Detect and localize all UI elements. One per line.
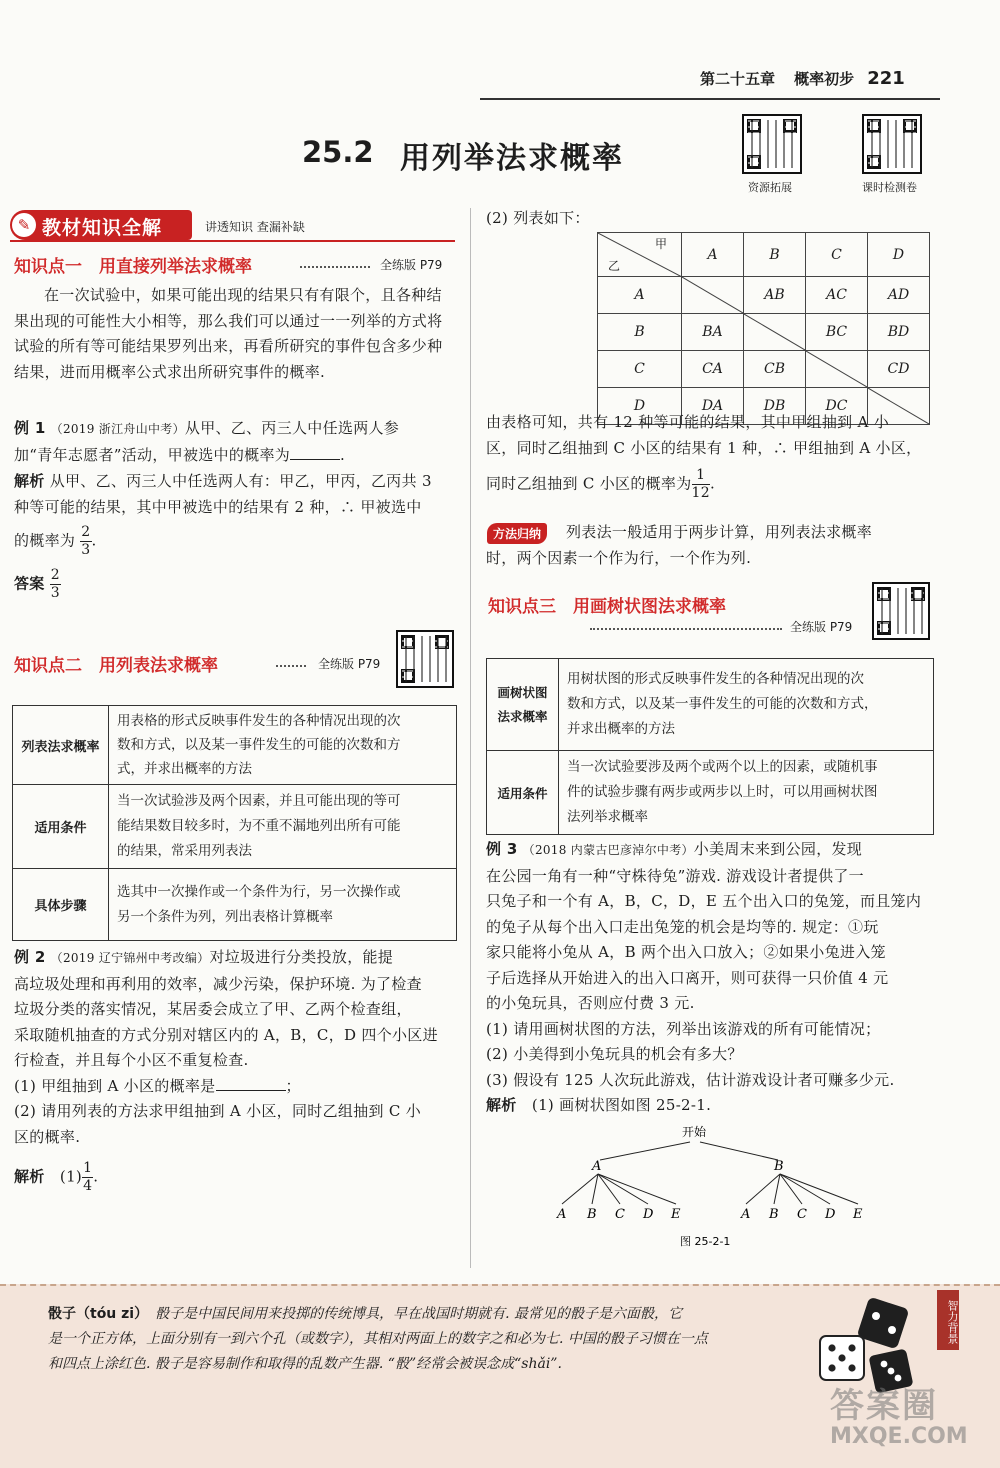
kp3-line: 数和方式，以及某一事件发生的可能的次数和方式， (567, 696, 878, 712)
outcome-cell: DC (806, 388, 868, 425)
ex1-frac-num: 2 (81, 524, 91, 540)
kp2-head: 适用条件 (13, 785, 109, 869)
ex2-q2a: (2) 请用列表的方法求甲组抽到 A 小区，同时乙组抽到 C 小 (14, 1102, 421, 1120)
qr-caption-resources: 资源拓展 (748, 181, 792, 194)
die-white (820, 1336, 864, 1380)
kp2-line: 数和方式，以及某一事件发生的可能的次数和方 (117, 737, 401, 753)
tree-diagram (540, 1120, 900, 1250)
ex1-label: 例 1 (14, 419, 46, 437)
tree-node-B: B (774, 1159, 784, 1174)
watermark-url: MXQE.COM (830, 1424, 968, 1449)
ex2-sol1-prefix: (1) (59, 1167, 83, 1186)
ex1-frac-den: 3 (81, 542, 91, 558)
outcome-corner (598, 233, 682, 277)
ex2-frac-num: 1 (83, 1160, 93, 1176)
kp2-line: 选其中一次操作或一个条件为行，另一次操作或 (117, 883, 401, 900)
corner-bottom-label: 乙 (608, 259, 621, 273)
outcome-cell: AC (806, 277, 868, 314)
kp1-title: 知识点一 用直接列举法求概率 (14, 257, 252, 277)
ex3-line: 在公园一角有一种“守株待兔”游戏. 游戏设计者提供了一 (486, 866, 864, 885)
footer-side-tag-text: 智力背景 (946, 1299, 959, 1344)
outcome-cell: CB (744, 351, 806, 388)
col-head: C (806, 233, 868, 277)
ex3-sol-label: 解析 (486, 1096, 517, 1114)
ex1-answer-blank (290, 459, 340, 460)
banner-title: 教材知识全解 (42, 217, 163, 239)
kp2-cell (109, 785, 457, 869)
ex3-line: 的兔子从每个出入口走出兔笼的机会是均等的. 规定：①玩 (486, 917, 879, 936)
watermark-logo: 答案圈 (830, 1386, 938, 1426)
ex1-sol-label: 解析 (14, 472, 45, 490)
outcome-cell-diagonal (744, 314, 806, 351)
kp3-table (486, 658, 934, 835)
ex1-fraction (80, 524, 91, 559)
example-1: 例 1 （2019 浙江舟山中考）从甲、乙、丙三人中任选两人参 加“青年志愿者”活动，甲被选中的概率为 . 解析 从甲、乙、丙三人中任选两人有：甲乙，甲丙，乙丙共 3 种等可能的结果，其中甲被选中的结果有 2 种，∴ 甲被选中 的概率为 $\frac{2}{3}$ . 答案 $\frac{2}{3}$ (14, 416, 462, 602)
ex2-line: 垃圾分类的落实情况，某居委会成立了甲、乙两个检查组， (14, 1000, 412, 1018)
outcome-cell: BA (682, 314, 744, 351)
row-head: B (598, 314, 682, 351)
ex1-sol2: 种等可能的结果，其中甲被选中的结果有 2 种，∴ 甲被选中 (14, 497, 422, 516)
outcome-cell: DB (744, 388, 806, 425)
column-divider (470, 208, 471, 1268)
tree-leaf: B (769, 1207, 779, 1222)
kp2-line: 当一次试验涉及两个因素，并且可能出现的等可 (117, 793, 401, 809)
kp3-line: 用树状图的形式反映事件发生的各种情况出现的次 (567, 671, 864, 687)
qr-code-quiz[interactable] (862, 114, 922, 174)
outcome-cell: BC (806, 314, 868, 351)
kp3-line: 当一次试验要涉及两个或两个以上的因素，或随机事 (567, 759, 878, 775)
ex1-q2-end: . (340, 445, 346, 464)
footer-line1: 骰子是中国民间用来投掷的传统博具，早在战国时期就有. 最常见的骰子是六面骰，它 (155, 1306, 683, 1322)
ex2-frac-den: 4 (83, 1178, 93, 1194)
kp3-head (487, 751, 559, 835)
row-head: C (598, 351, 682, 388)
ex3-line: 只兔子和一个有 A，B，C，D，E 五个出入口的兔笼，而且笼内 (486, 892, 922, 910)
kp2-line: 用表格的形式反映事件发生的各种情况出现的次 (117, 713, 401, 729)
ex3-sol1: (1) 画树状图如图 25-2-1. (531, 1096, 712, 1114)
kp2-row (13, 706, 457, 785)
tree-root: 开始 (682, 1125, 707, 1139)
kp3-line: 件的试验步骤有两步或两步以上时，可以用画树状图 (567, 784, 878, 800)
outcome-cell: CA (682, 351, 744, 388)
tree-leaf: B (587, 1207, 597, 1222)
tree-leaf: E (853, 1207, 863, 1222)
tree-leaf: E (671, 1207, 681, 1222)
header-rule (480, 98, 940, 100)
ex1-q1: 从甲、乙、丙三人中任选两人参 (184, 419, 400, 437)
qr-code-kp3[interactable] (872, 582, 930, 640)
kp1-body: 在一次试验中，如果可能出现的结果只有有限个，且各种结果出现的可能性大小相等，那么我们可以通过一一列举的方式将试验的所有等可能结果罗列出来，再看所研究的事件包含多少种结果，进而用概率公式求出所研究事件的概率. (14, 286, 443, 381)
ex3-line: 家只能将小兔从 A，B 两个出入口放入；②如果小兔进入笼 (486, 943, 886, 961)
kp2-head: 具体步骤 (13, 869, 109, 941)
ex3-line: 小美周末来到公园，发现 (693, 840, 863, 858)
kp3-line: 法列举求概率 (567, 809, 648, 825)
ex2-label: 例 2 (14, 948, 46, 966)
ex1-ans-num: 2 (50, 567, 60, 583)
outcome-cell: AD (868, 277, 930, 314)
kp1-ref: 全练版 P79 (380, 258, 443, 272)
ex2-answer-blank (216, 1090, 286, 1091)
table2-after1: 由表格可知，共有 12 种等可能的结果，其中甲组抽到 A 小 (486, 413, 889, 431)
ex2-line: 行检查，并且每个小区不重复检查. (14, 1051, 249, 1069)
table2-frac-den: 12 (691, 485, 710, 501)
ex2-sol-label: 解析 (14, 1167, 45, 1186)
ex3-q2: (2) 小美得到小兔玩具的机会有多大？ (486, 1045, 743, 1063)
table2-conclusion: 由表格可知，共有 12 种等可能的结果，其中甲组抽到 A 小 区，同时乙组抽到 C 小区的结果有 1 种，∴ 甲组抽到 A 小区， 同时乙组抽到 C 小区的概率为 $\frac{1}{12}$ . (486, 410, 934, 502)
ex3-line: 子后选择从开始进入的出入口离开，则可获得一只价值 4 元 (486, 968, 889, 987)
example-3 (486, 837, 936, 1119)
method-text (486, 520, 934, 571)
row-head: D (598, 388, 682, 425)
tree-leaf: A (741, 1207, 751, 1222)
ex3-source: （2018 内蒙古巴彦淖尔中考） (522, 843, 694, 857)
kp3-cell (559, 751, 934, 835)
method-badge: 方法归纳 (487, 523, 547, 544)
kp3-row (487, 751, 934, 835)
footer-line3: 和四点上涂红色. 骰子是容易制作和取得的乱数产生器. “骰”经常会被误念成“shǎi”. (48, 1356, 562, 1372)
outcome-cell: CD (868, 351, 930, 388)
tree-leaf: A (557, 1207, 567, 1222)
kp2-row (13, 785, 457, 869)
kp3-head (487, 659, 559, 751)
ex1-source: （2019 浙江舟山中考） (50, 422, 185, 436)
ex2-q1-end: ； (285, 1076, 301, 1095)
ex3-label: 例 3 (486, 840, 518, 858)
kp3-title: 知识点三 用画树状图法求概率 (488, 597, 726, 617)
kp3-cell (559, 659, 934, 751)
qr-code-resources[interactable] (742, 114, 802, 174)
page-number: 221 (867, 68, 905, 89)
kp3-head2: 法求概率 (497, 708, 548, 724)
ex1-q2: 加“青年志愿者”活动，甲被选中的概率为 (14, 445, 291, 464)
table2-fraction (692, 467, 710, 502)
ex1-answer-label: 答案 (14, 574, 45, 593)
outcome-cell: AB (744, 277, 806, 314)
outcome-cell-diagonal (806, 351, 868, 388)
kp2-dotline (276, 665, 306, 667)
footer-term: 骰子（tóu zi） (48, 1306, 142, 1322)
outcome-cell-diagonal (682, 277, 744, 314)
ex2-source: （2019 辽宁锦州中考改编） (50, 951, 210, 965)
tree-leaf: C (615, 1207, 625, 1222)
ex1-sol1: 从甲、乙、丙三人中任选两人有：甲乙，甲丙，乙丙共 3 (49, 472, 432, 490)
kp2-line: 能结果数目较多时，为不重不漏地列出所有可能 (117, 818, 401, 834)
kp3-line: 并求出概率的方法 (567, 721, 675, 737)
ex1-sol3: 的概率为 (14, 531, 76, 550)
tree-node-A: A (592, 1159, 602, 1174)
col-head: D (868, 233, 930, 277)
table2-after3: 同时乙组抽到 C 小区的概率为 (486, 474, 692, 493)
method-line2: 时，两个因素一个作为行，一个作为列. (486, 548, 752, 567)
outcome-cell: BD (868, 314, 930, 351)
ex3-q1: (1) 请用画树状图的方法，列举出该游戏的所有可能情况； (486, 1019, 881, 1038)
tree-caption: 图 25-2-1 (680, 1235, 731, 1248)
outcome-table (597, 232, 930, 425)
section-title: 用列举法求概率 (400, 141, 624, 176)
footer-side-tag (937, 1290, 959, 1350)
ex2-fraction (82, 1160, 93, 1195)
qr-code-kp2[interactable] (396, 630, 454, 688)
kp3-row (487, 659, 934, 751)
col-head: A (682, 233, 744, 277)
table2-after2: 区，同时乙组抽到 C 小区的结果有 1 种，∴ 甲组抽到 A 小区， (486, 438, 922, 457)
page-header (700, 68, 940, 98)
kp2-ref: 全练版 P79 (318, 657, 381, 671)
ex3-line: 的小兔玩具，否则应付费 3 元. (486, 994, 695, 1012)
footer-border (0, 1284, 1000, 1286)
banner-rule (10, 240, 455, 242)
footer-text (48, 1302, 808, 1377)
ex2-line: 采取随机抽查的方式分别对辖区内的 A，B，C，D 四个小区进 (14, 1025, 438, 1044)
corner-top-label: 甲 (654, 237, 667, 251)
tree-leaf: D (643, 1207, 654, 1222)
tree-leaf: C (797, 1207, 807, 1222)
outcome-row (598, 351, 930, 388)
kp2-line: 的结果，常采用列表法 (117, 843, 252, 859)
kp2-line: 另一个条件为列，列出表格计算概率 (117, 908, 333, 925)
section-number: 25.2 (302, 135, 374, 169)
row-head: A (598, 277, 682, 314)
outcome-row (598, 277, 930, 314)
outcome-row (598, 314, 930, 351)
kp2-cell (109, 706, 457, 785)
outcome-cell: DA (682, 388, 744, 425)
tree-leaf: D (825, 1207, 836, 1222)
kp2-table (12, 705, 457, 941)
table2-frac-num: 1 (692, 467, 710, 485)
kp1-dotline (300, 266, 370, 268)
ex1-ans-den: 3 (50, 585, 60, 601)
kp2-head: 列表法求概率 (13, 706, 109, 785)
ex2-q2b: 区的概率. (14, 1127, 81, 1146)
example-2: 例 2 （2019 辽宁锦州中考改编）对垃圾进行分类投放，能提 高垃圾处理和再利用的效率，减少污染，保护环境. 为了检查 垃圾分类的落实情况，某居委会成立了甲、乙两个检查组， 采取随机抽查的方式分别对辖区内的 A，B，C，D 四个小区进 行检查，并且每个小区不重复检查. (1) 甲组抽到 A 小区的概率是 ； (2) 请用列表的方法求甲组抽到 A 小区，同时乙组抽到 C 小 区的概率. 解析 (1) $\frac{1}{4}$ . (14, 945, 462, 1195)
ex2-q1: (1) 甲组抽到 A 小区的概率是 (14, 1076, 216, 1095)
footer-line2: 是一个正方体，上面分别有一到六个孔（或数字），其相对两面上的数字之和必为七. 中国的骰子习惯在一点 (48, 1331, 708, 1347)
kp3-head1: 适用条件 (497, 785, 548, 801)
ex2-line: 高垃圾处理和再利用的效率，减少污染，保护环境. 为了检查 (14, 974, 422, 993)
ex3-q3: (3) 假设有 125 人次玩此游戏，估计游戏设计者可赚多少元. (486, 1070, 895, 1089)
outcome-header-row (598, 233, 930, 277)
kp2-title: 知识点二 用列表法求概率 (14, 656, 218, 676)
kp2-line: 式，并求出概率的方法 (117, 761, 252, 777)
kp3-head1: 画树状图 (497, 684, 548, 700)
banner-subtitle: 讲透知识 查漏补缺 (205, 220, 305, 234)
chapter-label: 第二十五章 (700, 70, 776, 88)
kp3-ref: 全练版 P79 (790, 620, 853, 634)
chapter-topic: 概率初步 (794, 70, 855, 88)
banner-icon: ✎ (12, 213, 36, 237)
ex1-answer-fraction (50, 567, 61, 602)
table2-intro: (2) 列表如下： (486, 209, 590, 227)
ex2-line: 对垃圾进行分类投放，能提 (209, 948, 394, 966)
qr-caption-quiz: 课时检测卷 (862, 181, 917, 194)
kp3-dotline (590, 628, 782, 630)
col-head: B (744, 233, 806, 277)
method-line1: 列表法一般适用于两步计算，用列表法求概率 (566, 523, 873, 541)
kp2-cell (109, 869, 457, 941)
kp2-row (13, 869, 457, 941)
